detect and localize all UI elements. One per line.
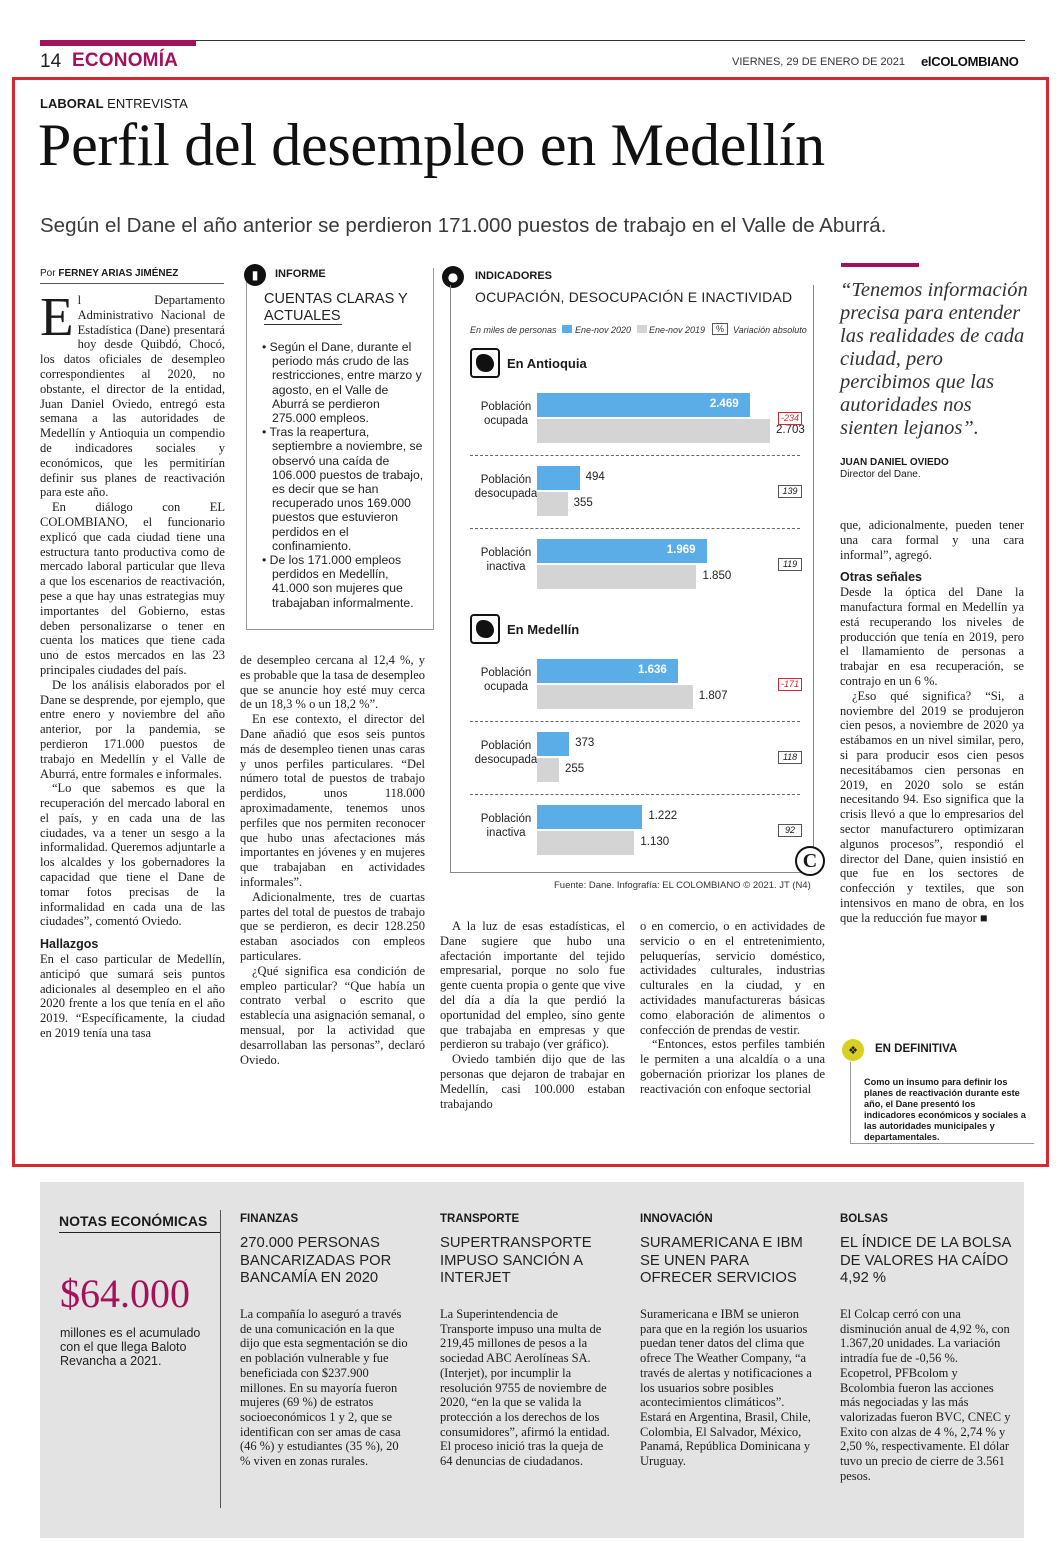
end-mark: ■ (979, 910, 988, 925)
paragraph: De los análisis elaborados por el Dane se desprende, por ejemplo, que entre enero y noviembre del año anterior, por la pandemia, se perdieron 171.000 puestos de trabajo en Medellín y el Valle de Aburrá, entre formales e informales. (40, 677, 225, 781)
variation-box: -234 (778, 412, 802, 425)
bar-value-2019: 255 (564, 763, 585, 775)
paragraph: “Entonces, estos perfiles también le permiten a una alcaldía o a una gobernación priorizar los planes de reactivación con enfoque sectorial (640, 1037, 825, 1096)
variation-box: 119 (778, 558, 802, 571)
bar-value-2019: 1.130 (640, 836, 670, 848)
article-column-4 (640, 919, 825, 1097)
variation-box: -171 (778, 678, 802, 691)
article-kicker (40, 96, 188, 111)
pull-quote: “Tenemos información precisa para entender las realidades de cada ciudad, pero percibimos que las autoridades nos sienten lejanos”. (840, 279, 1028, 439)
bar-2020 (537, 805, 642, 829)
paragraph: que, adicionalmente, pueden tener una cara formal y una cara informal”, agregó. (840, 518, 1024, 562)
byline-prefix: Por (40, 268, 56, 279)
nota-head-transporte: SUPERTRANSPORTE IMPUSO SANCIÓN A INTERJET (440, 1235, 592, 1286)
paragraph: En el caso particular de Medellín, anticipó que sumará seis puntos adicionales al desempleo en el año 2020 frente a los que tenía en el año 2019. “Específicamente, la ciudad en 2019 tenía una tasa (40, 952, 225, 1041)
article-column-1 (40, 286, 225, 1041)
document-icon: ▮ (244, 264, 266, 286)
bar-2019 (537, 492, 568, 516)
page-number: 14 (40, 51, 62, 72)
informe-item: • Tras la reapertura, septiembre a noviembre, se observó una caída de 106.000 puestos de trabajo, es decir que se han recuperado unos 169.000 puestos que estuvieron perdidos en el confinamiento. (262, 425, 426, 553)
informe-item: • Según el Dane, durante el periodo más crudo de las restricciones, entre marzo y agosto, en el Valle de Aburrá se perdieron 275.000 empleos. (262, 340, 426, 425)
bar-2020 (537, 732, 569, 756)
bar-value-2019: 355 (573, 497, 593, 509)
paragraph: o en comercio, o en actividades de servicio o en el entretenimiento, peluquerías, servicio doméstico, actividades culturales, industrias culturales en la ciudad, y en actividades manufactureras básicas como elaboración de alimentos o confección de prendas de vestir. (640, 919, 825, 1037)
nota-body-transporte: La Superintendencia de Transporte impuso una multa de 219,45 millones de pesos a la sociedad ABC Aerolíneas SA.(Interjet), por incumplir la resolución 9755 de noviembre de 2020, “en la que se valida la protección a los derechos de los consumidores”, afirmó la entidad. El proceso inició tras la queja de 64 denuncias de ciudadanos. (440, 1307, 610, 1469)
byline (40, 268, 178, 279)
nota-tag-transporte: TRANSPORTE (440, 1213, 520, 1225)
bar-2019 (537, 685, 693, 709)
notas-divider (220, 1210, 221, 1508)
bar-value-2019: 2.703 (776, 424, 805, 436)
quote-author: JUAN DANIEL OVIEDO (840, 457, 949, 468)
byline-author: FERNEY ARIAS JIMÉNEZ (58, 268, 179, 279)
issue-date: VIERNES, 29 DE ENERO DE 2021 (732, 56, 906, 68)
chart-region-label: En Antioquia (507, 356, 587, 371)
bar-value-2020: 1.222 (648, 810, 678, 822)
big-number: $64.000 (60, 1271, 190, 1316)
masthead-logo: elCOLOMBIANO (921, 54, 1019, 69)
subhead-hallazgos: Hallazgos (40, 937, 99, 952)
en-definitiva-text: Como un insumo para definir los planes de reactivación durante este año, el Dane presentó los indicadores económicos y sociales a las autoridades municipales y departamentales. (864, 1077, 1026, 1142)
bar-value-2020: 2.469 (709, 398, 739, 410)
bar-value-2020: 1.636 (638, 664, 667, 676)
byline-rule (40, 283, 224, 284)
chart-unit-note: En miles de personas (470, 325, 557, 335)
bar-value-2020: 1.969 (666, 544, 696, 556)
notas-title-rule (59, 1232, 221, 1233)
legend-label-2020: Ene-nov 2020 (575, 325, 632, 335)
summary-icon: ❖ (842, 1039, 864, 1061)
section-accent-bar (40, 40, 196, 46)
bar-2019 (537, 831, 634, 855)
variation-box: 139 (778, 485, 802, 498)
bar-2019 (537, 419, 770, 443)
chart-category-label: Población ocupada (480, 667, 532, 693)
paragraph: “Lo que sabemos es que la recuperación del mercado laboral en el país, y en cada una de las ciudades, va a tener un sesgo a la informalidad. Queremos adjuntarle a los alcaldes y los gobernadores la capacidad que tiene el Dane de tomar fotos precisas de la informalidad en cada una de las ciudades”, comentó Oviedo. (40, 781, 225, 929)
bar-value-2020: 494 (585, 471, 605, 483)
en-definitiva-tag: EN DEFINITIVA (875, 1043, 958, 1055)
el-colombiano-logo-icon: C (795, 846, 825, 876)
chart-category-label: Población inactiva (480, 813, 532, 839)
nota-head-innovacion: SURAMERICANA E IBM SE UNEN PARA OFRECER SERVICIOS (640, 1235, 803, 1286)
paragraph (840, 689, 1024, 926)
chart-row-divider (470, 528, 800, 529)
kicker-type: ENTREVISTA (107, 96, 188, 111)
legend-pct-box: % (712, 323, 728, 335)
bar-value-2020: 373 (575, 737, 595, 749)
paragraph: A la luz de esas estadísticas, el Dane sugiere que hubo una afectación importante del tejido empresarial, porque no solo fue gente cuenta propia o gente que vive del día a día la que perdió la oportunidad del empleo, sino gente que trabajaba en empresas y que perdieron su trabajo (ver gráfico). (440, 919, 625, 1052)
drop-cap: E (40, 286, 74, 347)
paragraph: Adicionalmente, tres de cuartas partes del total de puestos de trabajo que se perdieron, es decir 128.250 estaban asociados con empleos particulares. (240, 889, 425, 963)
chart-row-divider (470, 455, 800, 456)
article-column-2 (240, 653, 425, 1067)
chart-row-divider (470, 721, 800, 722)
legend-swatch-2020 (562, 325, 572, 333)
informe-list (262, 340, 426, 610)
people-icon: ● (442, 266, 464, 288)
chart-source: Fuente: Dane. Infografía: EL COLOMBIANO © 2021. JT (N4) (554, 880, 811, 891)
nota-body-bolsas: El Colcap cerró con una disminución anual de 4,92 %, con 1.367,20 unidades. La variación intradía fue de -0,56 %. Ecopetrol, PFBcolom y Bcolombia fueron las acciones más negociadas y las más valorizadas fueron BVC, CNEC y Exito con alzas de 4 %, 2,74 % y 2,50 %, respectivamente. El dólar tuvo un precio de cierre de 3.561 pesos. (840, 1307, 1011, 1483)
article-column-3 (440, 919, 625, 1111)
notas-title: NOTAS ECONÓMICAS (59, 1213, 208, 1229)
variation-box: 118 (778, 751, 802, 764)
article-headline: Perfil del desempleo en Medellín (38, 112, 825, 178)
bar-value-2019: 1.850 (702, 570, 732, 582)
legend-label-variation: Variación absoluto (733, 325, 807, 335)
bar-value-2019: 1.807 (698, 690, 728, 702)
article-column-5 (840, 518, 1024, 926)
chart-tag: INDICADORES (475, 270, 553, 282)
article-dek: Según el Dane el año anterior se perdieron 171.000 puestos de trabajo en el Valle de Aburrá. (40, 214, 887, 237)
chart-region-label: En Medellín (507, 622, 580, 637)
nota-tag-bolsas: BOLSAS (840, 1213, 888, 1225)
informe-tag: INFORME (275, 268, 326, 280)
big-number-caption: millones es el acumulado con el que llega Baloto Revancha a 2021. (60, 1326, 201, 1368)
nota-head-finanzas: 270.000 PERSONAS BANCARIZADAS POR BANCAMÍA EN 2020 (240, 1235, 392, 1286)
chart-row-divider (470, 794, 800, 795)
legend-swatch-2019 (637, 325, 647, 333)
paragraph: Desde la óptica del Dane la manufactura formal en Medellín ya está recuperando los niveles de producción que tenía en 2019, pero el llamamiento de personas a trabajar en esa recuperación, se contrajo en un 6 %. (840, 585, 1024, 688)
subhead-otras-senales: Otras señales (840, 570, 922, 585)
nota-tag-innovacion: INNOVACIÓN (640, 1213, 713, 1225)
nota-tag-finanzas: FINANZAS (240, 1213, 299, 1225)
chart-category-label: Población inactiva (480, 547, 532, 573)
paragraph: Oviedo también dijo que de las personas que dejaron de trabajar en Medellín, casi 100.000 estaban trabajando (440, 1052, 625, 1111)
region-map-shape (476, 620, 494, 638)
kicker-topic: LABORAL (40, 96, 104, 111)
region-map-shape (476, 354, 494, 372)
paragraph-text: l Departamento Administrativo Nacional de Estadística (Dane) presentará hoy desde Quibdó, Chocó, los datos oficiales de desempleo correspondientes al 2020, no obstante, el director de la entidad, Juan Daniel Oviedo, entregó esta semana a las autoridades de Medellín y Antioquia un compendio de indicadores sociales y económicos, que les permitirían definir sus planes de reactivación para este año. (40, 293, 225, 500)
legend-label-2019: Ene-nov 2019 (649, 325, 706, 335)
paragraph: ¿Qué significa esa condición de empleo particular? “Que había un contrato verbal o escrito que establecía una asignación semanal, o mensual, por la actividad que desarrollaban las personas”, declaró Oviedo. (240, 963, 425, 1067)
informe-title-rule (264, 324, 342, 325)
informe-title: CUENTAS CLARAS Y ACTUALES (264, 291, 408, 324)
section-name: ECONOMÍA (72, 50, 179, 71)
bar-2019 (537, 758, 559, 782)
chart-title: OCUPACIÓN, DESOCUPACIÓN E INACTIVIDAD (475, 289, 793, 305)
chart-category-label: Población desocupada (474, 740, 538, 766)
quote-role: Director del Dane. (840, 469, 921, 480)
quote-accent-bar (841, 263, 919, 267)
nota-body-innovacion: Suramericana e IBM se unieron para que en la región los usuarios puedan tener datos del clima que ofrece The Weather Company, “a través de alertas y notificaciones a los usuarios sobre posibles acontecimientos climáticos”. Estará en Argentina, Brasil, Chile, Colombia, El Salvador, México, Panamá, República Dominicana y Uruguay. (640, 1307, 812, 1469)
paragraph: En ese contexto, el director del Dane añadió que esos seis puntos más de desempleo tienen unas caras y unos perfiles particulares. “Del número total de puestos de trabajo perdidos, unos 118.000 aproximadamente, tenemos unos perfiles que nos permiten reconocer que hubo unas afectaciones más importantes en jóvenes y en mujeres que trabajaban en actividades informales”. (240, 712, 425, 889)
paragraph: de desempleo cercana al 12,4 %, y es probable que la tasa de desempleo que se anuncie hoy esté muy cerca de un 18,3 % o un 18,2 %”. (240, 653, 425, 712)
variation-box: 92 (778, 824, 802, 837)
paragraph: En diálogo con EL COLOMBIANO, el funcionario explicó que cada ciudad tiene una estructura tanto productiva como de mercado laboral particular que lleva a que los escenarios de reactivación, pese a que hay unas estrategias muy importantes del Gobierno, estas deben personalizarse o tener en cuenta los matices que tiene cada uno de estos mercados en las 23 principales ciudades del país. (40, 500, 225, 677)
chart-category-label: Población desocupada (474, 474, 538, 500)
chart-category-label: Población ocupada (480, 401, 532, 427)
bar-2019 (537, 565, 696, 589)
nota-body-finanzas: La compañía lo aseguró a través de una comunicación en la que dijo que esta segmentación se dio en población vulnerable y fue beneficiada con $237.900 millones. En su mayoría fueron mujeres (69 %) de estratos socioeconómicos 1 y 2, que se identifican con ser amas de casa (46 %) y estudiantes (35 %), 20 % viven en zonas rurales. (240, 1307, 408, 1469)
informe-item: • De los 171.000 empleos perdidos en Medellín, 41.000 son mujeres que trabajaban informalmente. (262, 553, 426, 610)
bar-2020 (537, 466, 580, 490)
nota-head-bolsas: EL ÍNDICE DE LA BOLSA DE VALORES HA CAÍDO 4,92 % (840, 1235, 1011, 1286)
paragraph (40, 286, 225, 500)
paragraph-text: ¿Eso qué significa? “Si, a noviembre del 2019 se produjeron cien pesos, a noviembre de 2020 ya estábamos en un nivel similar, pero, si para producir esos cien pesos necesitábamos cien personas en 2019, en 2020 solo se están necesitando 94. Eso significa que la crisis llevó a que lo empresarios del sector manufacturero optimizaran algunos procesos”, respondió el director del Dane, quien insistió en que fue en los sectores de confección y textiles, que son intensivos en mano de obra, en los que la reducción fue mayor (840, 688, 1024, 925)
